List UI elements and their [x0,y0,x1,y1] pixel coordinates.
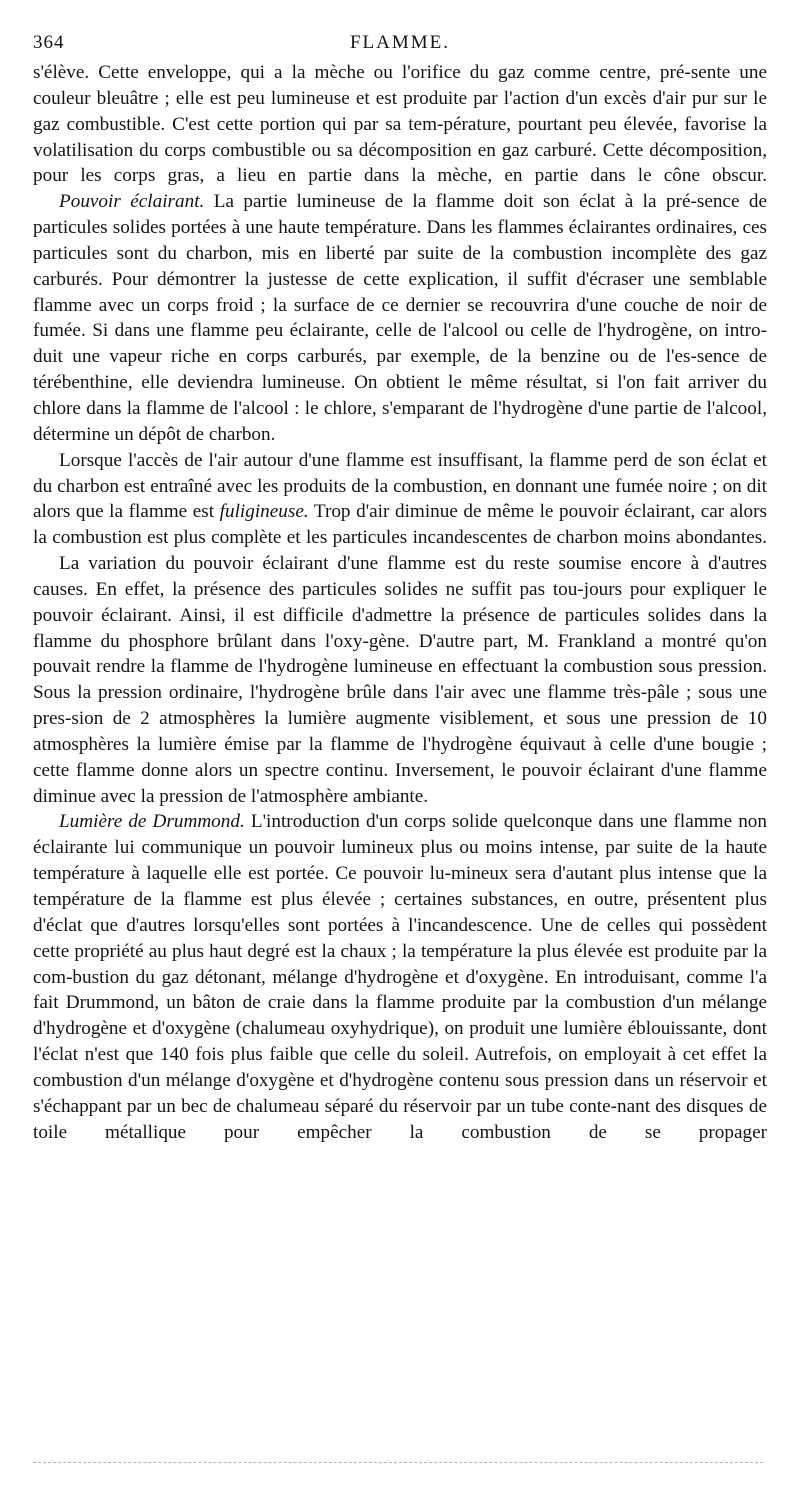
paragraph-lumiere-drummond [33,809,767,1145]
paragraph-flamme-fuligineuse [33,448,767,551]
section-heading-pouvoir-eclairant: Pouvoir éclairant. [59,191,205,213]
paragraph-text: s'élève. Cette enveloppe, qui a la mèche ou l'orifice du gaz comme centre, pré-sente une couleur bleuâtre ; elle est peu lumineuse et est produite par l'action d'un excès d'air pur sur le gaz combustible. C'est cette portion qui par sa tem-pérature, pourtant peu élevée, favorise la volatilisation du corps combustible ou sa décomposition en gaz carburé. Cette décomposition, pour les corps gras, a lieu en partie dans la mèche, en partie dans le cône obscur. [33,62,767,187]
paragraph-text: La partie lumineuse de la flamme doit son éclat à la pré-sence de particules solides portées à une haute température. Dans les flammes éclairantes ordinaires, ces particules sont du charbon, mis en liberté par suite de la combustion incomplète des gaz carburés. Pour démontrer la justesse de cette explication, il suffit d'écraser une semblable flamme avec un corps froid ; la surface de ce dernier se recouvrira d'une couche de noir de fumée. Si dans une flamme peu éclairante, celle de l'alcool ou celle de l'hydrogène, on intro-duit une vapeur riche en corps carburés, par exemple, de la benzine ou de l'es-sence de térébenthine, elle deviendra lumineuse. On obtient le même résultat, si l'on fait arriver du chlore dans la flamme de l'alcool : le chlore, s'emparant de l'hydrogène d'une partie de l'alcool, détermine un dépôt de charbon. [33,191,768,445]
running-head [33,30,767,60]
paragraph-text: L'introduction d'un corps solide quelconque dans une flamme non éclairante lui communique un pouvoir lumineux plus ou moins intense, par suite de la haute température à laquelle elle est portée. Ce pouvoir lu-mineux sera d'autant plus intense que la température de la flamme est plus élevée ; certaines substances, en outre, présentent plus d'éclat que d'autres lorsqu'elles sont portées à l'incandescence. Une de celles qui possèdent cette propriété au plus haut degré est la chaux ; la température la plus élevée est produite par la com-bustion du gaz détonant, mélange d'hydrogène et d'oxygène. En introduisant, comme l'a fait Drummond, un bâton de craie dans la flamme produite par la combustion d'un mélange d'hydrogène et d'oxygène (chalumeau oxyhydrique), on produit une lumière éblouissante, dont l'éclat n'est que 140 fois plus faible que celle du soleil. Autrefois, on employait à cet effet la combustion d'un mélange d'oxygène et d'hydrogène contenu sous pression dans un réservoir et s'échappant par un bec de chalumeau séparé du réservoir par un tube conte-nant des disques de toile métallique pour empêcher la combustion de se propager [33,811,767,1143]
paragraph-text: Lorsque l'accès de l'air autour d'une flamme est insuffisant, la flamme perd de son éclat et du charbon est entraîné avec les produits de la combustion, en donnant une fumée noire ; on dit alors que la flamme est [33,449,767,523]
section-heading-lumiere-drummond: Lumière de Drummond. [59,811,245,833]
paragraph-text: La variation du pouvoir éclairant d'une flamme est du reste soumise encore à d'autres causes. En effet, la présence des particules solides ne suffit pas tou-jours pour expliquer le pouvoir éclairant. Ainsi, il est difficile d'admettre la présence de particules solides dans la flamme du phosphore brûlant dans l'oxy-gène. D'autre part, M. Frankland a montré qu'on pouvait rendre la flamme de l'hydrogène lumineuse en effectuant la combustion sous pression. Sous la pression ordinaire, l'hydrogène brûle dans l'air avec une flamme très-pâle ; sous une pres-sion de 2 atmosphères la lumière augmente visiblement, et sous une pression de 10 atmosphères la lumière émise par la flamme de l'hydrogène équivaut à celle d'une bougie ; cette flamme donne alors un spectre continu. Inversement, le pouvoir éclairant d'une flamme diminue avec la pression de l'atmosphère ambiante. [33,553,767,807]
book-page [33,30,767,1145]
page-number: 364 [33,32,65,53]
running-title: FLAMME. [349,32,451,53]
paragraph-variation-pouvoir [33,551,767,809]
footnote-rule [33,1462,763,1463]
paragraph-enveloppe [33,60,767,189]
paragraph-pouvoir-eclairant [33,189,767,447]
emphasis-fuligineuse: fuligineuse. [219,501,309,523]
paragraph-text: Trop d'air diminue de même le pouvoir éclairant, car alors la combustion est plus complète et les particules incandescentes de charbon moins abondantes. [33,501,767,549]
